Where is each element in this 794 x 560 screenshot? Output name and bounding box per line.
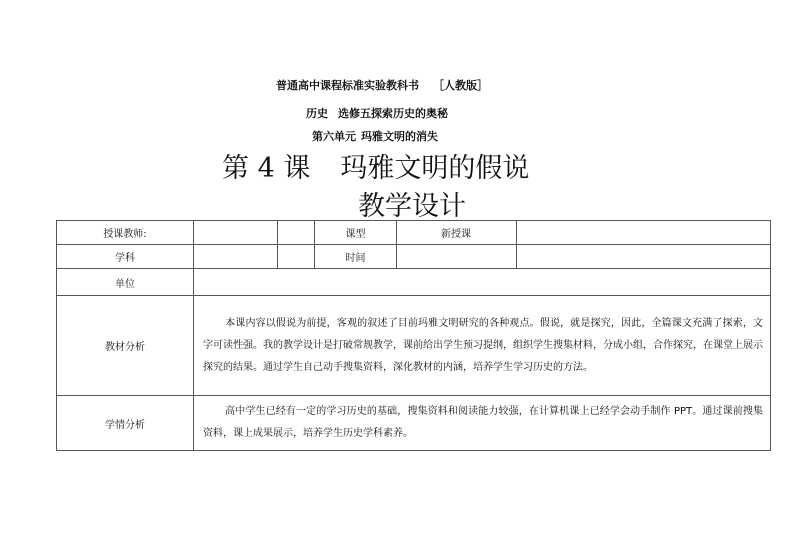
blank-cell bbox=[517, 245, 771, 269]
unit-label: 单位 bbox=[57, 269, 194, 296]
unit-header bbox=[312, 128, 438, 144]
table-row bbox=[57, 245, 771, 269]
course-module: 选修五探索历史的奥秘 bbox=[338, 107, 448, 120]
series-name: 普通高中课程标准实验教科书 bbox=[276, 79, 419, 92]
teacher-label: 授课教师: bbox=[57, 221, 194, 245]
page-title bbox=[222, 146, 529, 185]
time-value bbox=[397, 245, 517, 269]
material-analysis-cell bbox=[194, 296, 771, 396]
blank-cell bbox=[278, 221, 315, 245]
lesson-number: 第 4 课 bbox=[222, 153, 311, 184]
student-analysis-cell bbox=[194, 396, 771, 451]
blank-cell bbox=[517, 221, 771, 245]
material-analysis-text: 本课内容以假说为前提，客观的叙述了目前玛雅文明研究的各种观点。假说，就是探究，因此，全篇课文充满了探索，文字可读性强。我的教学设计是打破常规教学，课前给出学生预习提纲，组织学生搜集材料，分成小组，合作探究，在课堂上展示探究的结果。通过学生自己动手搜集资料，深化教材的内涵，培养学生学习历史的方法。 bbox=[203, 317, 763, 373]
course-header bbox=[306, 105, 448, 121]
subject-label: 学科 bbox=[57, 245, 194, 269]
time-label: 时间 bbox=[315, 245, 397, 269]
subject-value bbox=[194, 245, 278, 269]
page-subtitle: 教学设计 bbox=[358, 191, 466, 222]
lesson-info-table bbox=[56, 220, 771, 451]
unit-name: 玛雅文明的消失 bbox=[361, 130, 438, 143]
student-analysis-label: 学情分析 bbox=[57, 396, 194, 451]
type-value: 新授课 bbox=[397, 221, 517, 245]
table-row bbox=[57, 269, 771, 296]
student-analysis-text: 高中学生已经有一定的学习历史的基础，搜集资料和阅读能力较强，在计算机课上已经学会动手制作 PPT。通过课前搜集资料，课上成果展示，培养学生历史学科素养。 bbox=[203, 406, 763, 439]
table-row bbox=[57, 296, 771, 396]
unit-value bbox=[194, 269, 771, 296]
table-row bbox=[57, 221, 771, 245]
material-analysis-label: 教材分析 bbox=[57, 296, 194, 396]
series-header bbox=[276, 77, 488, 93]
lesson-name: 玛雅文明的假说 bbox=[340, 153, 530, 184]
blank-cell bbox=[278, 245, 315, 269]
type-label: 课型 bbox=[315, 221, 397, 245]
edition-label: ［人教版］ bbox=[433, 79, 488, 92]
table-row bbox=[57, 396, 771, 451]
teacher-value bbox=[194, 221, 278, 245]
course-subject: 历史 bbox=[306, 107, 328, 120]
unit-number: 第六单元 bbox=[312, 130, 356, 143]
